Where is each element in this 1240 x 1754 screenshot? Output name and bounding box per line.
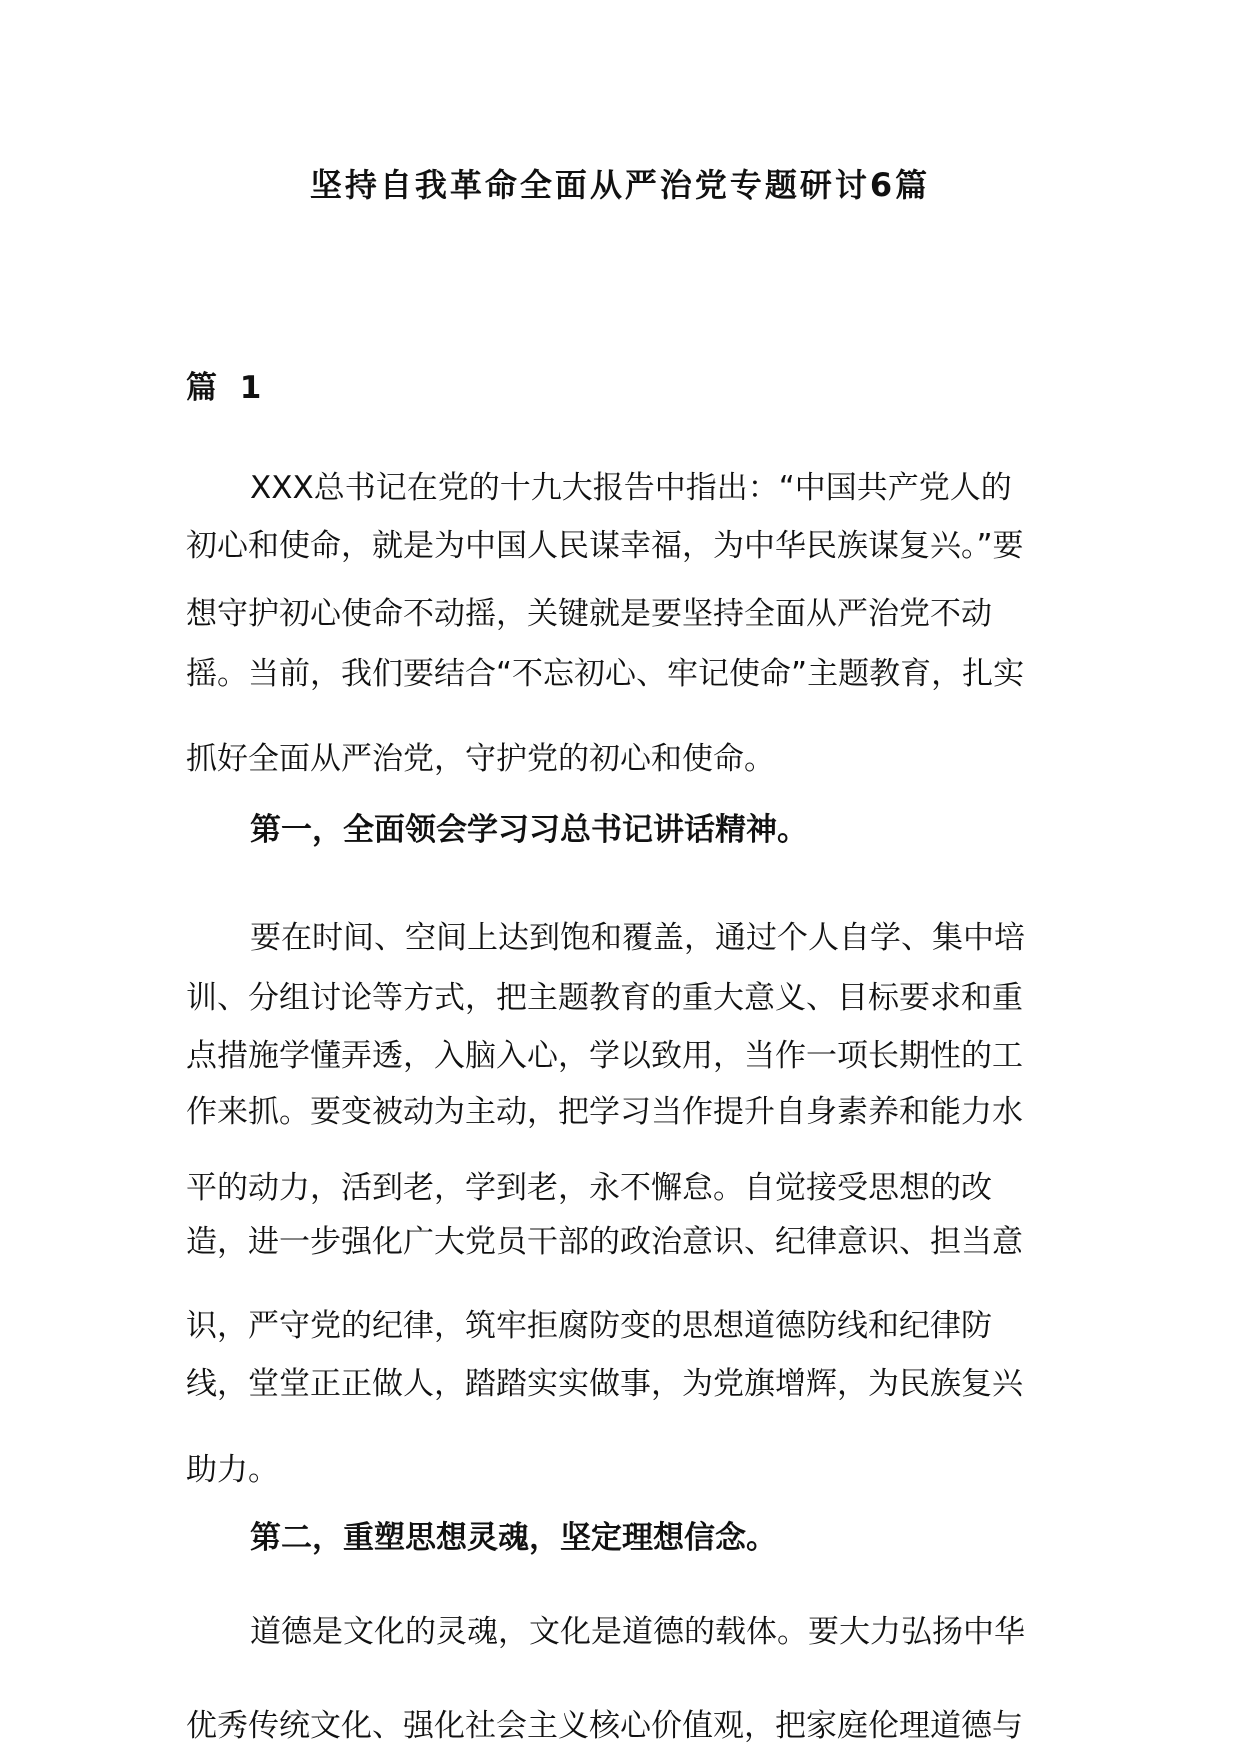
- paragraph-line: 线，堂堂正正做人，踏踏实实做事，为党旗增辉，为民族复兴: [186, 1366, 1023, 1402]
- paragraph-line: 助力。: [186, 1452, 279, 1488]
- paragraph-line: 点措施学懂弄透，入脑入心，学以致用，当作一项长期性的工: [186, 1038, 1023, 1074]
- paragraph-line: 要在时间、空间上达到饱和覆盖，通过个人自学、集中培: [250, 920, 1025, 956]
- paragraph-line: XXX总书记在党的十九大报告中指出：“中国共产党人的: [250, 470, 1012, 506]
- heading-first: 第一，全面领会学习习总书记讲话精神。: [250, 812, 808, 848]
- section-label: 篇 1: [186, 370, 268, 406]
- heading-second: 第二，重塑思想灵魂，坚定理想信念。: [250, 1520, 777, 1556]
- paragraph-line: 抓好全面从严治党，守护党的初心和使命。: [186, 741, 775, 777]
- paragraph-line: 平的动力，活到老，学到老，永不懈怠。自觉接受思想的改: [186, 1170, 992, 1206]
- paragraph-line: 作来抓。要变被动为主动，把学习当作提升自身素养和能力水: [186, 1094, 1023, 1130]
- document-title: 坚持自我革命全面从严治党专题研讨6篇: [309, 166, 931, 204]
- paragraph-line: 道德是文化的灵魂，文化是道德的载体。要大力弘扬中华: [250, 1614, 1025, 1650]
- paragraph-line: 识，严守党的纪律，筑牢拒腐防变的思想道德防线和纪律防: [186, 1308, 992, 1344]
- paragraph-line: 摇。当前，我们要结合“不忘初心、牢记使命”主题教育，扎实: [186, 656, 1025, 692]
- paragraph-line: 造，进一步强化广大党员干部的政治意识、纪律意识、担当意: [186, 1224, 1023, 1260]
- paragraph-line: 想守护初心使命不动摇，关键就是要坚持全面从严治党不动: [186, 596, 992, 632]
- paragraph-line: 初心和使命，就是为中国人民谋幸福，为中华民族谋复兴。”要: [186, 528, 1024, 564]
- paragraph-line: 优秀传统文化、强化社会主义核心价值观，把家庭伦理道德与: [186, 1708, 1023, 1744]
- paragraph-line: 训、分组讨论等方式，把主题教育的重大意义、目标要求和重: [186, 980, 1023, 1016]
